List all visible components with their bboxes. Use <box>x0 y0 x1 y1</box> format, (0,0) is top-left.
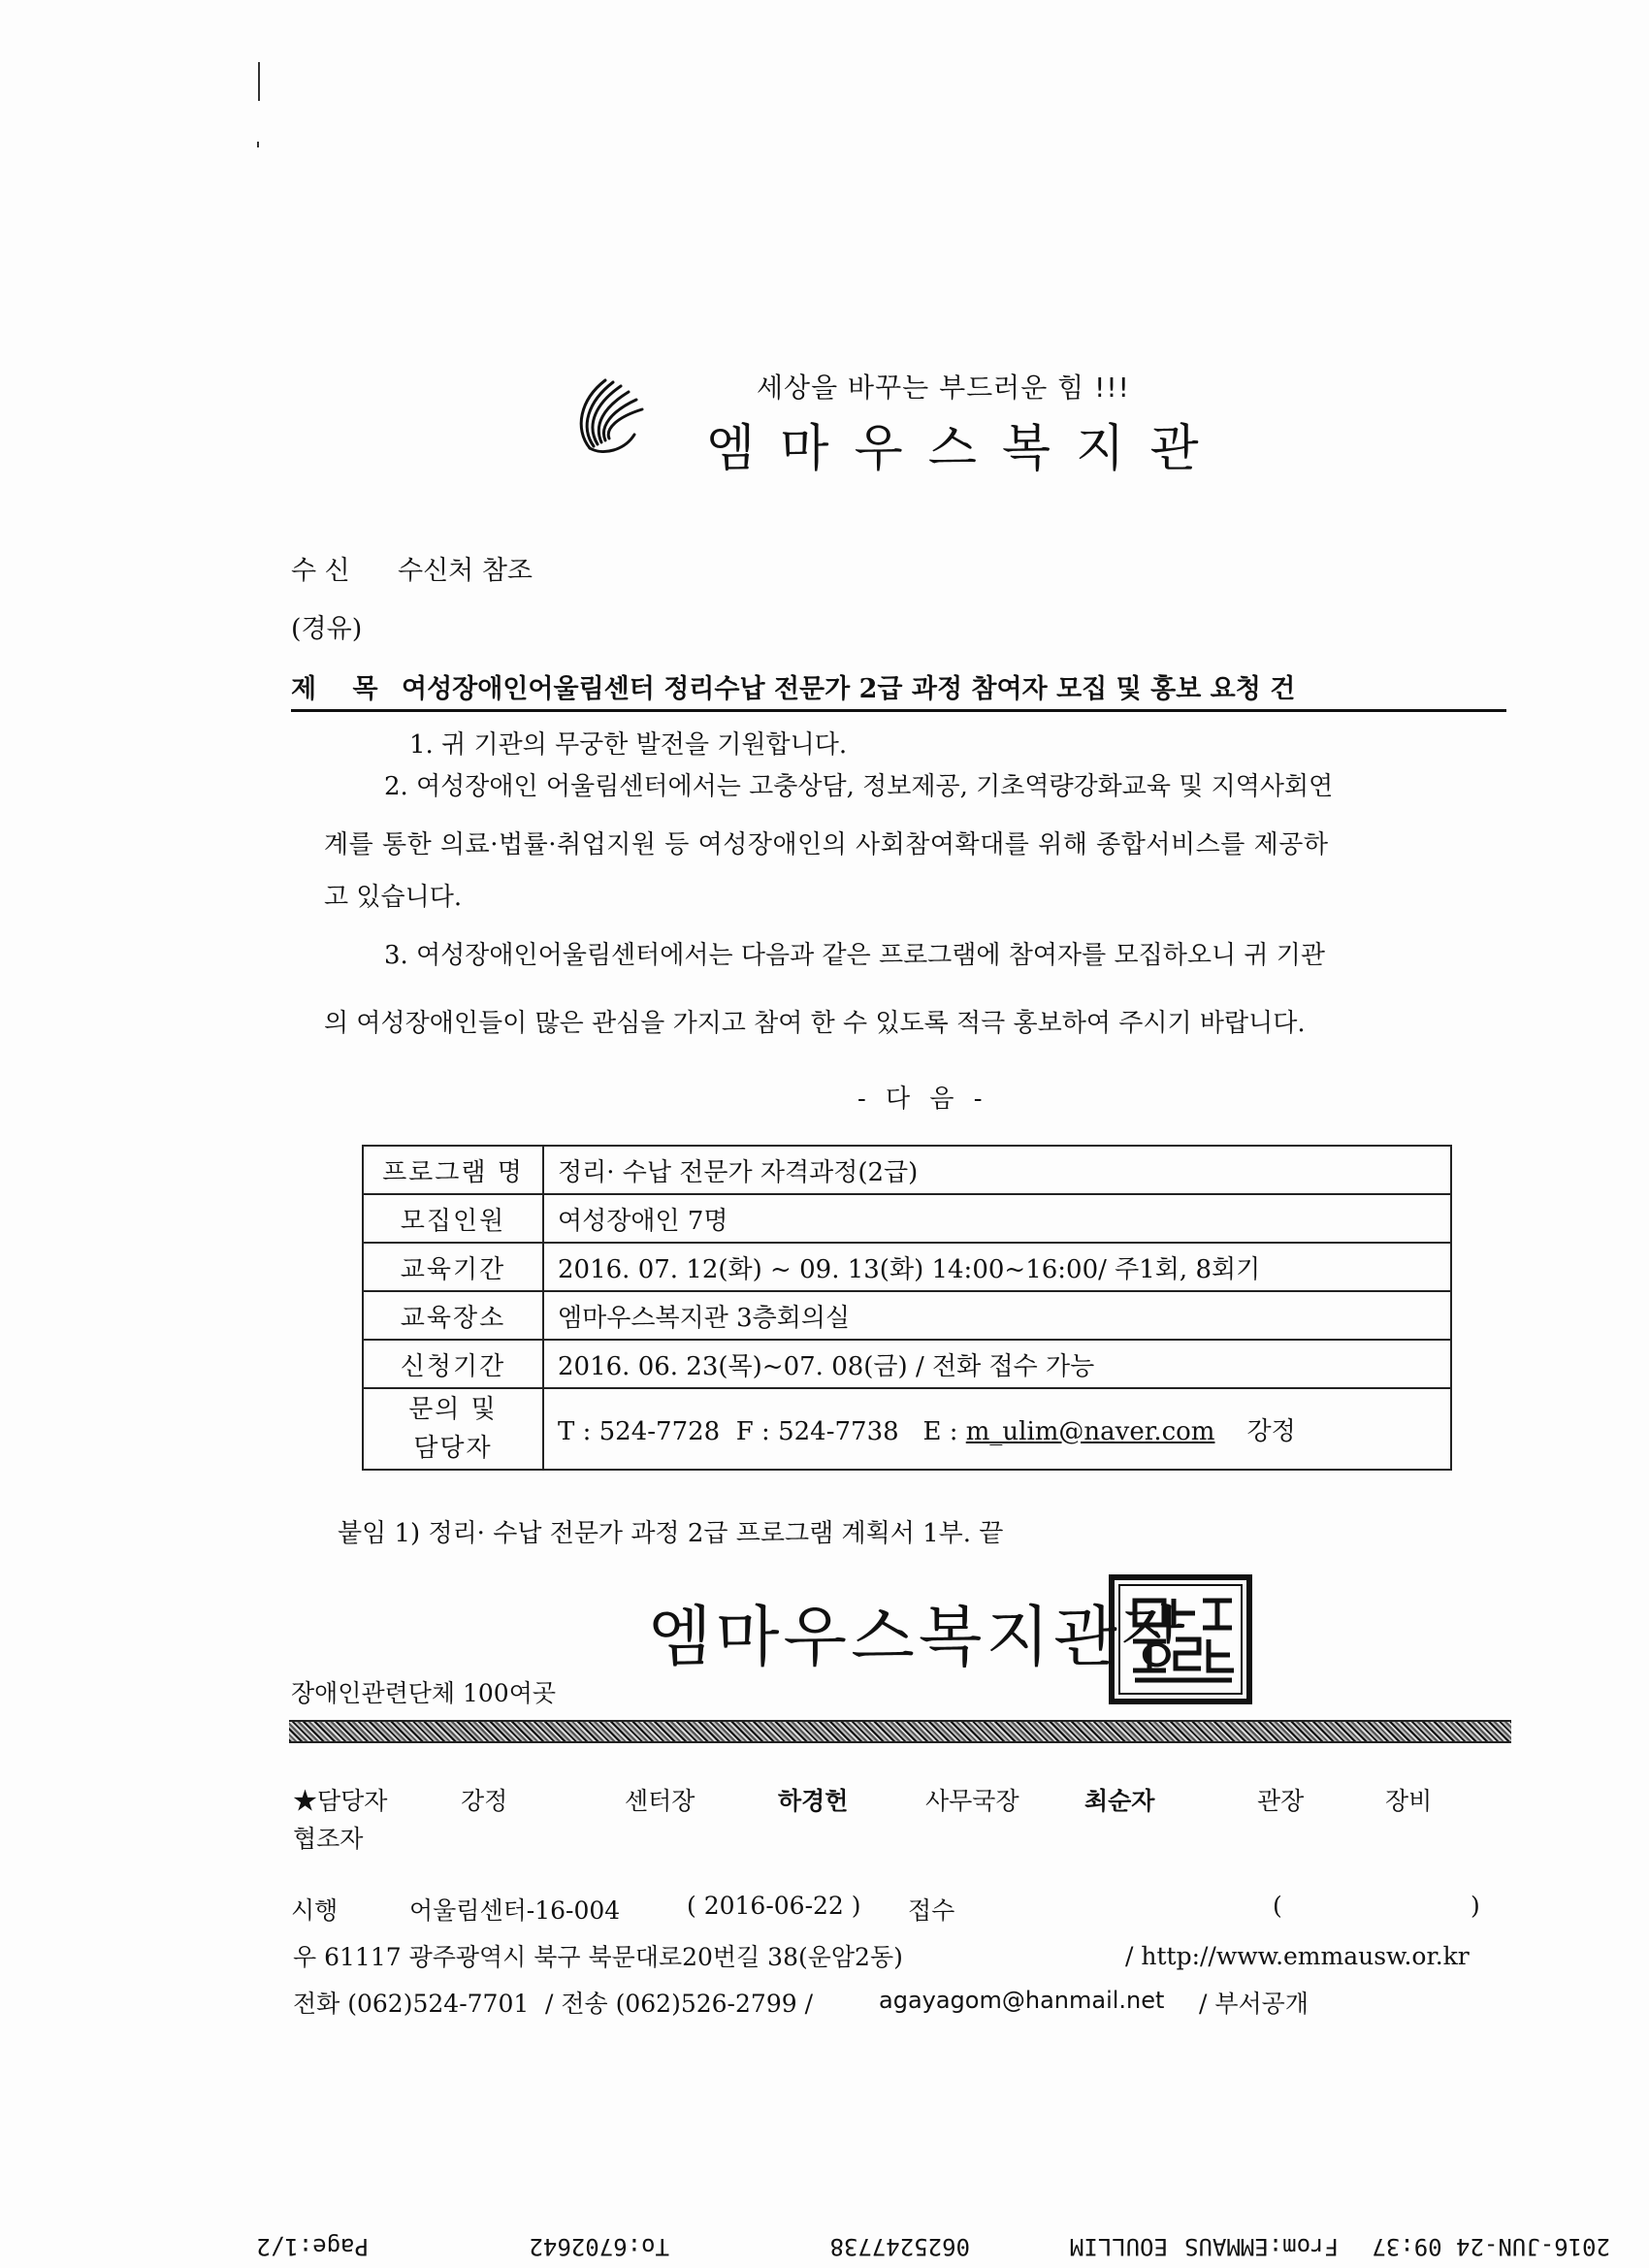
table-value: 2016. 06. 23(목)~07. 08(금) / 전화 접수 가능 <box>543 1340 1451 1388</box>
table-key: 신청기간 <box>363 1340 543 1388</box>
table-key: 프로그램 명 <box>363 1146 543 1194</box>
fax-sender-number: 0625247738 <box>829 2233 970 2260</box>
director-name: 장비 <box>1385 1787 1433 1815</box>
director-label: 관장 <box>1257 1787 1305 1815</box>
manager-label: ★담당자 <box>293 1787 388 1815</box>
table-row <box>363 1146 1451 1194</box>
contact-email-label: E : <box>922 1416 958 1446</box>
contact-tel: T : 524-7728 <box>558 1416 721 1446</box>
recipient-label: 수 신 <box>291 556 350 586</box>
paragraph-2-line-1: 2. 여성장애인 어울림센터에서는 고충상담, 정보제공, 기초역량강화교육 및 지역사회연 <box>384 772 1334 801</box>
manager-name: 강정 <box>461 1787 508 1815</box>
official-seal-icon <box>1106 1571 1255 1707</box>
office-head-label: 사무국장 <box>925 1787 1019 1815</box>
table-row <box>363 1194 1451 1243</box>
contact-key-line-1: 문의 및 <box>408 1395 498 1424</box>
table-row <box>363 1340 1451 1388</box>
paragraph-3-line-1: 3. 여성장애인어울림센터에서는 다음과 같은 프로그램에 참여자를 모집하오니 귀 기관 <box>384 941 1325 970</box>
paragraph-2-line-2: 계를 통한 의료·법률·취업지원 등 여성장애인의 사회참여확대를 위해 종합서비스를 제공하 <box>324 830 1329 859</box>
fax-sender-name: EOULLIM <box>1069 2233 1168 2260</box>
scan-mark <box>258 62 260 101</box>
paragraph-3-line-2: 의 여성장애인들이 많은 관심을 가지고 참여 한 수 있도록 적극 홍보하여 주시기 바랍니다. <box>324 1009 1306 1038</box>
office-head-name: 최순자 <box>1084 1787 1155 1815</box>
contact-key-line-2: 담당자 <box>413 1434 493 1463</box>
subject-divider <box>291 709 1506 712</box>
execution-date: ( 2016-06-22 ) <box>687 1892 861 1920</box>
scan-mark <box>257 142 259 147</box>
table-value-contact <box>543 1388 1451 1470</box>
execution-label: 시행 <box>291 1896 339 1925</box>
recipient-value: 수신처 참조 <box>398 556 533 586</box>
paragraph-1: 1. 귀 기관의 무궁한 발전을 기원합니다. <box>409 730 848 760</box>
table-key: 교육장소 <box>363 1291 543 1340</box>
table-row <box>363 1243 1451 1291</box>
program-info-table <box>362 1145 1452 1471</box>
table-value: 정리· 수납 전문가 자격과정(2급) <box>543 1146 1451 1194</box>
email-link[interactable]: agayagom@hanmail.net <box>879 1987 1165 2014</box>
address: 우 61117 광주광역시 북구 북문대로20번길 38(운암2동) <box>293 1943 903 1971</box>
contact-person: 강정 <box>1246 1416 1296 1446</box>
section-heading: - 다 음 - <box>857 1085 988 1114</box>
receipt-label: 접수 <box>908 1896 955 1925</box>
slogan: 세상을 바꾸는 부드러운 힘 !!! <box>757 372 1130 404</box>
website-link[interactable]: / http://www.emmausw.or.kr <box>1125 1942 1470 1970</box>
contact-email-link[interactable]: m_ulim@naver.com <box>965 1416 1215 1446</box>
fax-datetime: 2016-JUN-24 09:37 <box>1372 2233 1610 2260</box>
table-row <box>363 1291 1451 1340</box>
table-row <box>363 1388 1451 1470</box>
org-title: 엠마우스복지관 <box>706 420 1224 478</box>
center-head-name: 하경헌 <box>778 1787 849 1815</box>
table-key: 교육기간 <box>363 1243 543 1291</box>
via-label: (경유) <box>291 614 363 644</box>
org-logo-icon <box>570 371 650 458</box>
fax-transmission-header <box>194 2231 1610 2260</box>
fax-to: To:6702642 <box>529 2233 669 2260</box>
disclosure: / 부서공개 <box>1199 1990 1309 2018</box>
fax-from: From:EMMAUS <box>1184 2233 1339 2260</box>
subject-label: 제 목 <box>291 674 392 704</box>
attachment-note: 붙임 1) 정리· 수납 전문가 과정 2급 프로그램 계획서 1부. 끝 <box>338 1519 1004 1548</box>
subject-value: 여성장애인어울림센터 정리수납 전문가 2급 과정 참여자 모집 및 홍보 요청 건 <box>402 674 1296 704</box>
table-value: 엠마우스복지관 3층회의실 <box>543 1291 1451 1340</box>
table-value: 2016. 07. 12(화) ~ 09. 13(화) 14:00~16:00/ 주1회, 8회기 <box>543 1243 1451 1291</box>
receipt-close-paren: ) <box>1471 1892 1480 1920</box>
execution-number: 어울림센터-16-004 <box>409 1896 621 1925</box>
fax-page: Page:1/2 <box>256 2233 369 2260</box>
table-key: 모집인원 <box>363 1194 543 1243</box>
recipients-note: 장애인관련단체 100여곳 <box>291 1679 557 1707</box>
contact-fax: F : 524-7738 <box>735 1416 899 1446</box>
divider-bar <box>289 1720 1511 1743</box>
org-signature: 엠마우스복지관장 <box>648 1600 1189 1676</box>
paragraph-2-line-3: 고 있습니다. <box>324 883 463 912</box>
table-key-contact <box>363 1388 543 1470</box>
fax: / 전송 (062)526-2799 / <box>545 1990 813 2018</box>
center-head-label: 센터장 <box>625 1787 695 1815</box>
cooperator-label: 협조자 <box>293 1825 364 1853</box>
phone: 전화 (062)524-7701 <box>293 1990 530 2018</box>
table-value: 여성장애인 7명 <box>543 1194 1451 1243</box>
receipt-open-paren: ( <box>1273 1892 1282 1920</box>
